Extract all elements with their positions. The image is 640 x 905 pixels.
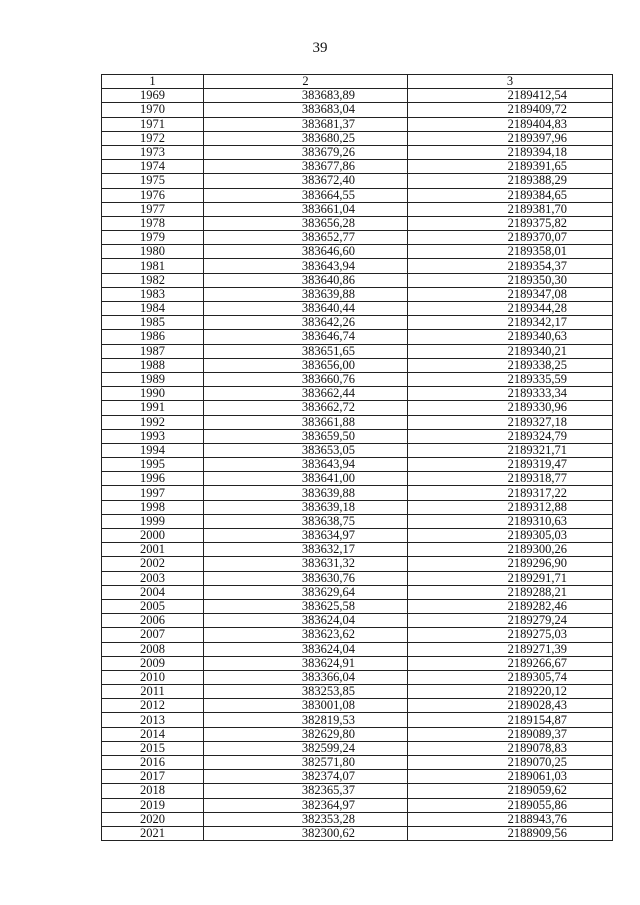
column-header-2: 2 [204, 75, 408, 89]
y-coordinate-cell: 2189412,54 [408, 89, 613, 103]
x-coordinate-cell: 383629,64 [204, 585, 408, 599]
point-number-cell: 1973 [102, 145, 204, 159]
y-coordinate-cell: 2189394,18 [408, 145, 613, 159]
point-number-cell: 1987 [102, 344, 204, 358]
x-coordinate-cell: 383660,76 [204, 372, 408, 386]
x-coordinate-cell: 383366,04 [204, 670, 408, 684]
y-coordinate-cell: 2189319,47 [408, 458, 613, 472]
table-row [102, 543, 613, 557]
table-row [102, 273, 613, 287]
x-coordinate-cell: 383661,88 [204, 415, 408, 429]
y-coordinate-cell: 2189291,71 [408, 571, 613, 585]
x-coordinate-cell: 383001,08 [204, 699, 408, 713]
table-row [102, 685, 613, 699]
table-row [102, 557, 613, 571]
y-coordinate-cell: 2189333,34 [408, 387, 613, 401]
x-coordinate-cell: 383679,26 [204, 145, 408, 159]
table-row [102, 443, 613, 457]
y-coordinate-cell: 2189310,63 [408, 514, 613, 528]
x-coordinate-cell: 382599,24 [204, 741, 408, 755]
x-coordinate-cell: 382819,53 [204, 713, 408, 727]
table-row [102, 358, 613, 372]
point-number-cell: 2008 [102, 642, 204, 656]
y-coordinate-cell: 2188943,76 [408, 812, 613, 826]
point-number-cell: 1979 [102, 231, 204, 245]
x-coordinate-cell: 383634,97 [204, 529, 408, 543]
y-coordinate-cell: 2189318,77 [408, 472, 613, 486]
table-row [102, 387, 613, 401]
point-number-cell: 1983 [102, 287, 204, 301]
x-coordinate-cell: 383641,00 [204, 472, 408, 486]
table-row [102, 259, 613, 273]
x-coordinate-cell: 383639,18 [204, 500, 408, 514]
y-coordinate-cell: 2189059,62 [408, 784, 613, 798]
table-row [102, 741, 613, 755]
table-row [102, 713, 613, 727]
table-row [102, 245, 613, 259]
x-coordinate-cell: 382365,37 [204, 784, 408, 798]
x-coordinate-cell: 383639,88 [204, 486, 408, 500]
x-coordinate-cell: 383659,50 [204, 429, 408, 443]
point-number-cell: 1981 [102, 259, 204, 273]
y-coordinate-cell: 2189275,03 [408, 628, 613, 642]
point-number-cell: 2013 [102, 713, 204, 727]
y-coordinate-cell: 2189327,18 [408, 415, 613, 429]
y-coordinate-cell: 2189409,72 [408, 103, 613, 117]
point-number-cell: 1984 [102, 302, 204, 316]
y-coordinate-cell: 2189220,12 [408, 685, 613, 699]
x-coordinate-cell: 383661,04 [204, 202, 408, 216]
y-coordinate-cell: 2189288,21 [408, 585, 613, 599]
y-coordinate-cell: 2189154,87 [408, 713, 613, 727]
table-row [102, 812, 613, 826]
point-number-cell: 1991 [102, 401, 204, 415]
y-coordinate-cell: 2189388,29 [408, 174, 613, 188]
x-coordinate-cell: 383253,85 [204, 685, 408, 699]
x-coordinate-cell: 383646,60 [204, 245, 408, 259]
x-coordinate-cell: 383651,65 [204, 344, 408, 358]
x-coordinate-cell: 383677,86 [204, 160, 408, 174]
point-number-cell: 2016 [102, 756, 204, 770]
table-row [102, 756, 613, 770]
y-coordinate-cell: 2189350,30 [408, 273, 613, 287]
point-number-cell: 2005 [102, 599, 204, 613]
point-number-cell: 2002 [102, 557, 204, 571]
x-coordinate-cell: 382374,07 [204, 770, 408, 784]
table-row [102, 429, 613, 443]
y-coordinate-cell: 2189354,37 [408, 259, 613, 273]
point-number-cell: 2003 [102, 571, 204, 585]
y-coordinate-cell: 2189370,07 [408, 231, 613, 245]
y-coordinate-cell: 2189300,26 [408, 543, 613, 557]
table-row [102, 89, 613, 103]
point-number-cell: 1985 [102, 316, 204, 330]
x-coordinate-cell: 383630,76 [204, 571, 408, 585]
table-row [102, 231, 613, 245]
point-number-cell: 1976 [102, 188, 204, 202]
table-row [102, 401, 613, 415]
point-number-cell: 2021 [102, 826, 204, 840]
y-coordinate-cell: 2189340,63 [408, 330, 613, 344]
y-coordinate-cell: 2189330,96 [408, 401, 613, 415]
point-number-cell: 1969 [102, 89, 204, 103]
x-coordinate-cell: 383656,00 [204, 358, 408, 372]
x-coordinate-cell: 383632,17 [204, 543, 408, 557]
x-coordinate-cell: 383639,88 [204, 287, 408, 301]
x-coordinate-cell: 383640,86 [204, 273, 408, 287]
table-row [102, 798, 613, 812]
x-coordinate-cell: 383643,94 [204, 458, 408, 472]
y-coordinate-cell: 2189070,25 [408, 756, 613, 770]
point-number-cell: 1977 [102, 202, 204, 216]
x-coordinate-cell: 382629,80 [204, 727, 408, 741]
y-coordinate-cell: 2188909,56 [408, 826, 613, 840]
x-coordinate-cell: 382353,28 [204, 812, 408, 826]
point-number-cell: 1993 [102, 429, 204, 443]
x-coordinate-cell: 383640,44 [204, 302, 408, 316]
table-row [102, 670, 613, 684]
point-number-cell: 1995 [102, 458, 204, 472]
point-number-cell: 1986 [102, 330, 204, 344]
table-row [102, 699, 613, 713]
x-coordinate-cell: 383624,04 [204, 614, 408, 628]
table-header-row [102, 75, 613, 89]
point-number-cell: 1982 [102, 273, 204, 287]
x-coordinate-cell: 383683,04 [204, 103, 408, 117]
table-row [102, 216, 613, 230]
y-coordinate-cell: 2189347,08 [408, 287, 613, 301]
point-number-cell: 1978 [102, 216, 204, 230]
table-row [102, 826, 613, 840]
table-row [102, 656, 613, 670]
point-number-cell: 1998 [102, 500, 204, 514]
y-coordinate-cell: 2189404,83 [408, 117, 613, 131]
x-coordinate-cell: 383625,58 [204, 599, 408, 613]
x-coordinate-cell: 383638,75 [204, 514, 408, 528]
table-row [102, 103, 613, 117]
y-coordinate-cell: 2189078,83 [408, 741, 613, 755]
y-coordinate-cell: 2189312,88 [408, 500, 613, 514]
point-number-cell: 2009 [102, 656, 204, 670]
y-coordinate-cell: 2189344,28 [408, 302, 613, 316]
y-coordinate-cell: 2189397,96 [408, 131, 613, 145]
table-row [102, 287, 613, 301]
y-coordinate-cell: 2189358,01 [408, 245, 613, 259]
point-number-cell: 1997 [102, 486, 204, 500]
table-row [102, 599, 613, 613]
table-row [102, 188, 613, 202]
x-coordinate-cell: 383646,74 [204, 330, 408, 344]
column-header-3: 3 [408, 75, 613, 89]
table-row [102, 302, 613, 316]
y-coordinate-cell: 2189324,79 [408, 429, 613, 443]
table-body [102, 75, 613, 841]
y-coordinate-cell: 2189266,67 [408, 656, 613, 670]
x-coordinate-cell: 383683,89 [204, 89, 408, 103]
x-coordinate-cell: 383680,25 [204, 131, 408, 145]
point-number-cell: 2015 [102, 741, 204, 755]
y-coordinate-cell: 2189028,43 [408, 699, 613, 713]
x-coordinate-cell: 383642,26 [204, 316, 408, 330]
point-number-cell: 1970 [102, 103, 204, 117]
y-coordinate-cell: 2189089,37 [408, 727, 613, 741]
point-number-cell: 2010 [102, 670, 204, 684]
point-number-cell: 1989 [102, 372, 204, 386]
point-number-cell: 1972 [102, 131, 204, 145]
table-row [102, 330, 613, 344]
x-coordinate-cell: 383672,40 [204, 174, 408, 188]
x-coordinate-cell: 383624,04 [204, 642, 408, 656]
y-coordinate-cell: 2189391,65 [408, 160, 613, 174]
table-row [102, 202, 613, 216]
y-coordinate-cell: 2189305,74 [408, 670, 613, 684]
point-number-cell: 1996 [102, 472, 204, 486]
y-coordinate-cell: 2189296,90 [408, 557, 613, 571]
table-row [102, 145, 613, 159]
x-coordinate-cell: 383656,28 [204, 216, 408, 230]
point-number-cell: 2018 [102, 784, 204, 798]
point-number-cell: 2007 [102, 628, 204, 642]
y-coordinate-cell: 2189381,70 [408, 202, 613, 216]
point-number-cell: 2004 [102, 585, 204, 599]
y-coordinate-cell: 2189342,17 [408, 316, 613, 330]
table-row [102, 500, 613, 514]
x-coordinate-cell: 382300,62 [204, 826, 408, 840]
x-coordinate-cell: 383631,32 [204, 557, 408, 571]
table-row [102, 571, 613, 585]
y-coordinate-cell: 2189375,82 [408, 216, 613, 230]
table-row [102, 316, 613, 330]
table-row [102, 486, 613, 500]
x-coordinate-cell: 382571,80 [204, 756, 408, 770]
table-row [102, 344, 613, 358]
y-coordinate-cell: 2189321,71 [408, 443, 613, 457]
table-row [102, 472, 613, 486]
table-row [102, 458, 613, 472]
y-coordinate-cell: 2189055,86 [408, 798, 613, 812]
table-row [102, 585, 613, 599]
x-coordinate-cell: 383623,62 [204, 628, 408, 642]
table-row [102, 415, 613, 429]
point-number-cell: 2012 [102, 699, 204, 713]
point-number-cell: 2019 [102, 798, 204, 812]
y-coordinate-cell: 2189317,22 [408, 486, 613, 500]
x-coordinate-cell: 383664,55 [204, 188, 408, 202]
table-row [102, 727, 613, 741]
table-row [102, 160, 613, 174]
x-coordinate-cell: 383662,72 [204, 401, 408, 415]
point-number-cell: 2006 [102, 614, 204, 628]
x-coordinate-cell: 382364,97 [204, 798, 408, 812]
y-coordinate-cell: 2189061,03 [408, 770, 613, 784]
table-row [102, 614, 613, 628]
point-number-cell: 2020 [102, 812, 204, 826]
y-coordinate-cell: 2189271,39 [408, 642, 613, 656]
point-number-cell: 2014 [102, 727, 204, 741]
table-row [102, 529, 613, 543]
table-row [102, 770, 613, 784]
x-coordinate-cell: 383652,77 [204, 231, 408, 245]
table-row [102, 628, 613, 642]
y-coordinate-cell: 2189384,65 [408, 188, 613, 202]
y-coordinate-cell: 2189335,59 [408, 372, 613, 386]
point-number-cell: 1988 [102, 358, 204, 372]
y-coordinate-cell: 2189282,46 [408, 599, 613, 613]
table-row [102, 784, 613, 798]
coordinates-table [101, 74, 613, 841]
y-coordinate-cell: 2189279,24 [408, 614, 613, 628]
table-row [102, 642, 613, 656]
point-number-cell: 1999 [102, 514, 204, 528]
page-number: 39 [312, 40, 328, 56]
point-number-cell: 1971 [102, 117, 204, 131]
point-number-cell: 1994 [102, 443, 204, 457]
y-coordinate-cell: 2189340,21 [408, 344, 613, 358]
point-number-cell: 1990 [102, 387, 204, 401]
point-number-cell: 1975 [102, 174, 204, 188]
column-header-1: 1 [102, 75, 204, 89]
y-coordinate-cell: 2189338,25 [408, 358, 613, 372]
x-coordinate-cell: 383624,91 [204, 656, 408, 670]
x-coordinate-cell: 383643,94 [204, 259, 408, 273]
point-number-cell: 1980 [102, 245, 204, 259]
y-coordinate-cell: 2189305,03 [408, 529, 613, 543]
point-number-cell: 2011 [102, 685, 204, 699]
x-coordinate-cell: 383653,05 [204, 443, 408, 457]
table-row [102, 131, 613, 145]
point-number-cell: 2017 [102, 770, 204, 784]
table-row [102, 514, 613, 528]
point-number-cell: 2001 [102, 543, 204, 557]
table-row [102, 372, 613, 386]
table-row [102, 117, 613, 131]
x-coordinate-cell: 383681,37 [204, 117, 408, 131]
table-row [102, 174, 613, 188]
point-number-cell: 2000 [102, 529, 204, 543]
point-number-cell: 1992 [102, 415, 204, 429]
point-number-cell: 1974 [102, 160, 204, 174]
x-coordinate-cell: 383662,44 [204, 387, 408, 401]
